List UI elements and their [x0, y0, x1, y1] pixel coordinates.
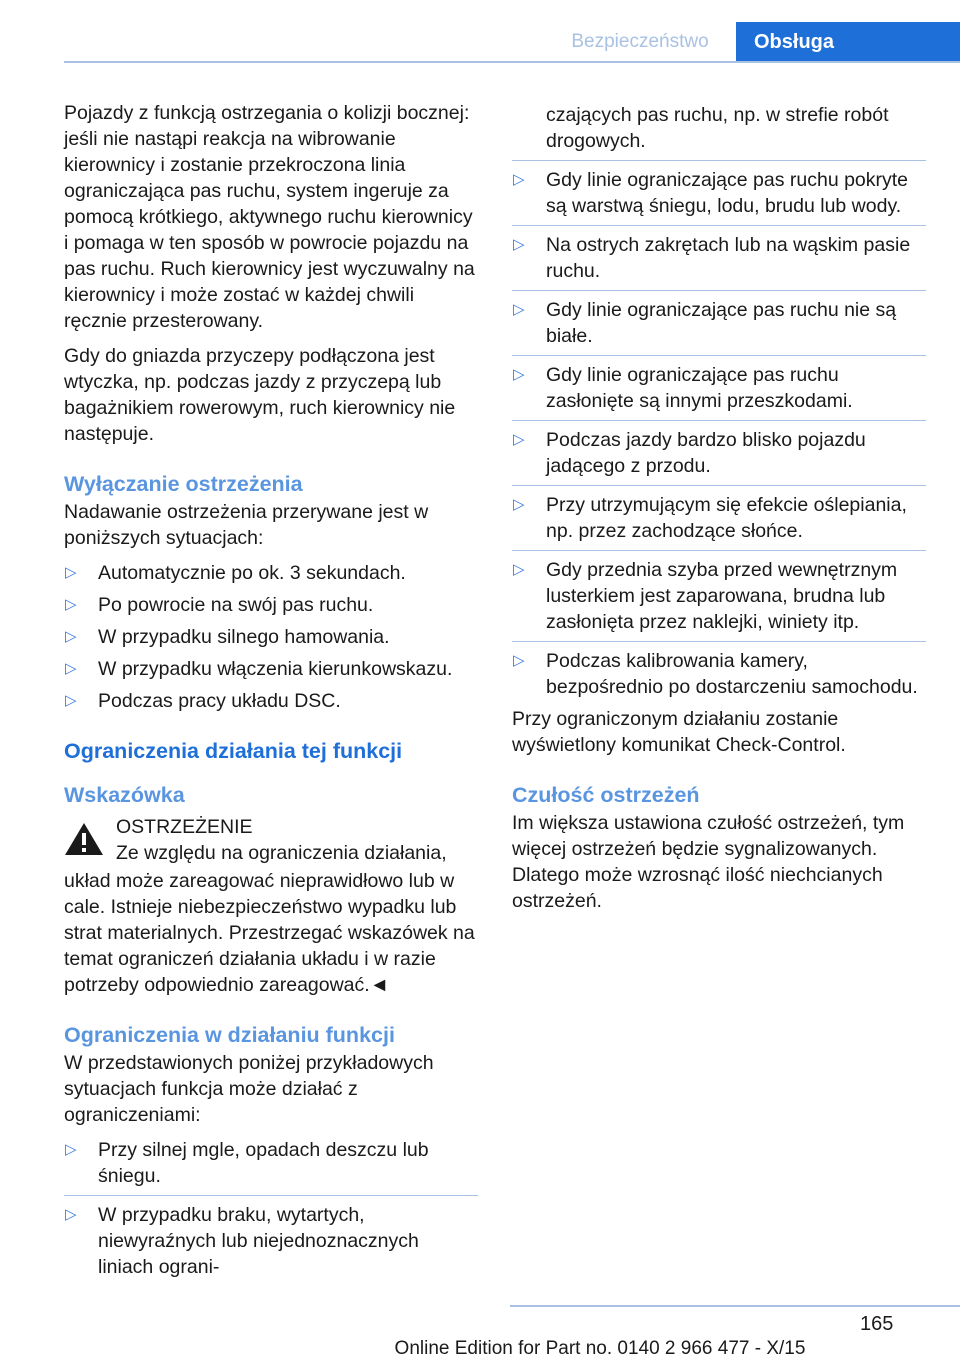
- triangle-bullet-icon: ▷: [65, 596, 77, 613]
- warning-first-line: Ze względu na ograniczenia działania,: [116, 842, 447, 864]
- list-item: ▷ Po powrocie na swój pas ruchu.: [65, 594, 374, 616]
- triangle-bullet-icon: ▷: [513, 431, 525, 448]
- list-item: ▷ Gdy linie ograniczające pas ruchu nie są białe.: [512, 297, 926, 356]
- paragraph-sensitivity: Im większa ustawiona czułość ostrzeżeń, tym więcej ostrzeżeń będzie sygnalizowanych. Dlatego może wzrosnąć ilość niechcianych ostrzeżeń.: [512, 812, 905, 912]
- triangle-bullet-icon: ▷: [513, 652, 525, 669]
- header-divider: [64, 61, 960, 63]
- triangle-bullet-icon: ▷: [65, 1206, 77, 1223]
- triangle-bullet-icon: ▷: [65, 660, 77, 677]
- triangle-bullet-icon: ▷: [513, 366, 525, 383]
- chapter-tab: Obsługa: [736, 22, 960, 62]
- heading-function-limits: Ograniczenia działania tej funkcji: [64, 739, 403, 763]
- right-column: [512, 102, 926, 923]
- list-warning-off: [64, 560, 478, 714]
- paragraph-trailer: Gdy do gniazda przyczepy podłączona jest wtyczka, np. podczas jazdy z przyczepą lub bagażnikiem rowerowym, ruch kierownicy nie następuje.: [64, 345, 456, 445]
- list-item: ▷ Podczas kalibrowania kamery, bezpośrednio po dostarczeniu samochodu.: [513, 650, 918, 698]
- triangle-bullet-icon: ▷: [513, 171, 525, 188]
- triangle-bullet-icon: ▷: [513, 236, 525, 253]
- list-item: ▷ Przy silnej mgle, opadach deszczu lub śniegu.: [64, 1137, 478, 1196]
- footer-divider: [510, 1305, 960, 1307]
- warning-text: układ może zareagować nieprawidłowo lub w cale. Istnieje niebezpieczeństwo wypadku lub strat materialnych. Przestrzegać wskazówek na temat ograniczeń działania układu i w razie potrzeby odpowiednio zareagować.◄: [64, 870, 475, 996]
- section-title: Bezpieczeństwo: [571, 31, 709, 52]
- list-item: ▷ Podczas jazdy bardzo blisko pojazdu jadącego z przodu.: [512, 427, 926, 486]
- list-item: ▷ Gdy przednia szyba przed wewnętrznym lusterkiem jest zaparowana, brudna lub zasłonięta przez naklejki, winiety itp.: [512, 557, 926, 642]
- paragraph-limits: W przedstawionych poniżej przykładowych sytuacjach funkcja może działać z ograniczeniami:: [64, 1052, 434, 1126]
- list-item: ▷ Automatycznie po ok. 3 sekundach.: [65, 562, 406, 584]
- heading-warning-off: Wyłączanie ostrzeżenia: [64, 472, 303, 496]
- paragraph-warning-off: Nadawanie ostrzeżenia przerywane jest w poniższych sytuacjach:: [64, 501, 429, 549]
- list-item: ▷ Podczas pracy układu DSC.: [65, 690, 341, 712]
- list-item: ▷ W przypadku silnego hamowania.: [65, 626, 390, 648]
- heading-note: Wskazówka: [64, 783, 185, 807]
- page-number: 165: [860, 1313, 894, 1335]
- list-item: ▷ Gdy linie ograniczające pas ruchu pokryte są warstwą śniegu, lodu, brudu lub wody.: [512, 167, 926, 226]
- triangle-bullet-icon: ▷: [65, 1141, 77, 1158]
- list-limits: [64, 1137, 478, 1280]
- triangle-bullet-icon: ▷: [65, 692, 77, 709]
- list-item: ▷ W przypadku braku, wytartych, niewyraźnych lub niejednoznacznych liniach ograni-: [65, 1204, 419, 1278]
- heading-sensitivity: Czułość ostrzeżeń: [512, 783, 700, 807]
- edition-note: Online Edition for Part no. 0140 2 966 477 - X/15: [394, 1338, 806, 1359]
- triangle-bullet-icon: ▷: [513, 301, 525, 318]
- triangle-bullet-icon: ▷: [513, 496, 525, 513]
- warning-triangle-icon: [64, 822, 104, 856]
- list-limits-continued: [512, 102, 926, 700]
- left-column: [64, 100, 478, 1286]
- list-item: ▷ W przypadku włączenia kierunkowskazu.: [65, 658, 453, 680]
- paragraph-side-collision: Pojazdy z funkcją ostrzegania o kolizji bocznej: jeśli nie nastąpi reakcja na wibrowanie kierownicy i zostanie przekroczona linia ograniczająca pas ruchu, system ingeruje za pomocą krótkiego, aktywnego ruchu kierownicy i pomaga w ten sposób w powrocie pojazdu na pas ruchu. Ruch kierownicy jest wyczuwalny na kierownicy i może zostać w każdej chwili ręcznie przesterowany.: [64, 102, 475, 332]
- warning-title: OSTRZEŻENIE: [116, 816, 253, 838]
- paragraph-check-control: Przy ograniczonym działaniu zostanie wyświetlony komunikat Check-Control.: [512, 708, 846, 756]
- list-item: ▷ Na ostrych zakrętach lub na wąskim pasie ruchu.: [512, 232, 926, 291]
- list-item: ▷ Przy utrzymującym się efekcie oślepiania, np. przez zachodzące słońce.: [512, 492, 926, 551]
- triangle-bullet-icon: ▷: [65, 564, 77, 581]
- list-item: ▷ Gdy linie ograniczające pas ruchu zasłonięte są innymi przeszkodami.: [512, 362, 926, 421]
- triangle-bullet-icon: ▷: [513, 561, 525, 578]
- list-item: czających pas ruchu, np. w strefie robót drogowych.: [512, 102, 926, 161]
- heading-limits-in-function: Ograniczenia w działaniu funkcji: [64, 1023, 395, 1047]
- warning-box: [64, 814, 478, 868]
- triangle-bullet-icon: ▷: [65, 628, 77, 645]
